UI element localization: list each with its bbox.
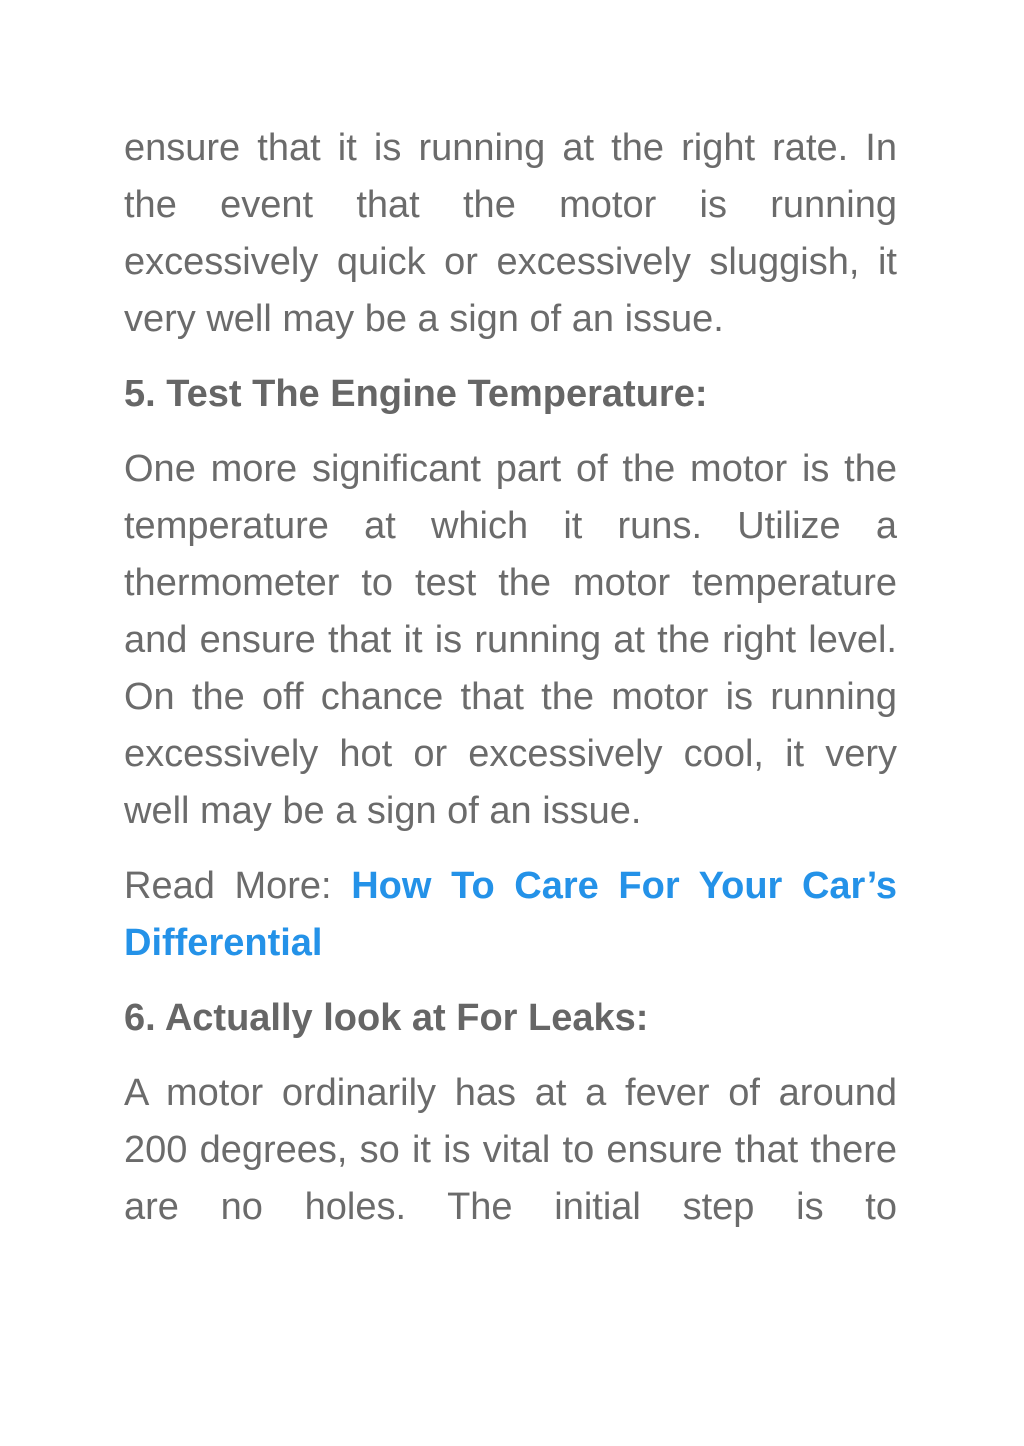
document-page: [124, 120, 897, 1254]
section-5-paragraph: One more significant part of the motor is the temperature at which it runs. Utilize a thermometer to test the motor temperature and ensure that it is running at the right level. On the off chance that the motor is running excessively hot or excessively cool, it very well may be a sign of an issue.: [124, 448, 897, 832]
read-more-line: [124, 858, 897, 972]
intro-paragraph: ensure that it is running at the right rate. In the event that the motor is running excessively quick or excessively sluggish, it very well may be a sign of an issue.: [124, 127, 897, 340]
section-5-heading: 5. Test The Engine Temperature:: [124, 373, 708, 415]
read-more-link[interactable]: How To Care For Your Car’s Differential: [124, 865, 898, 964]
section-6-paragraph: A motor ordinarily has at a fever of around 200 degrees, so it is vital to ensure that there are no holes. The initial step is to: [124, 1072, 897, 1228]
section-6-heading: 6. Actually look at For Leaks:: [124, 997, 649, 1039]
read-more-prefix: Read More:: [124, 865, 352, 907]
